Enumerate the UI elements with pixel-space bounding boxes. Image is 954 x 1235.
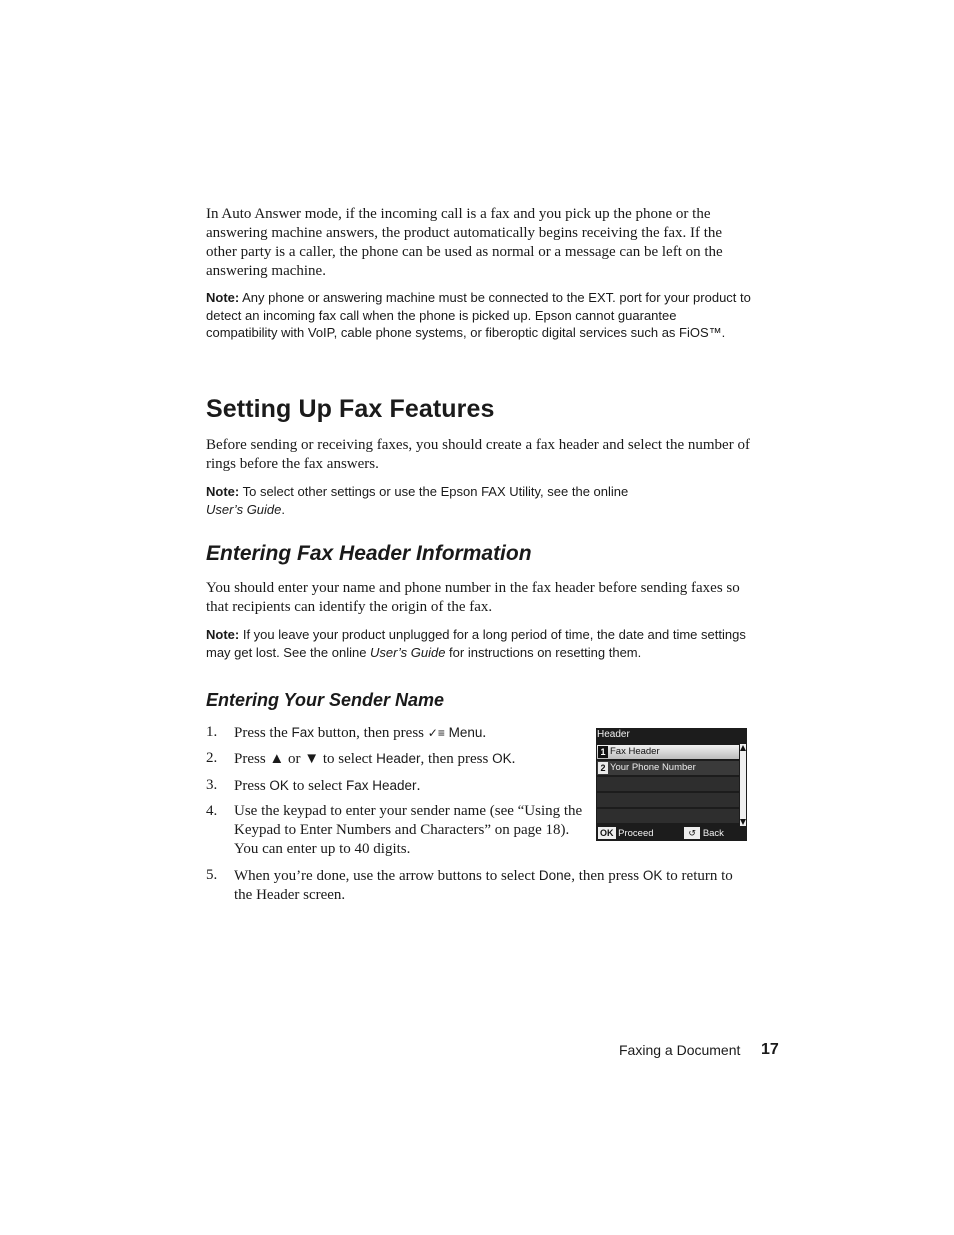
note-text: If you leave your product unplugged for a long period of time, the date and time settings may get lost. See the online bbox=[206, 627, 746, 660]
step-text: , then press bbox=[420, 751, 493, 767]
note-ext-port bbox=[206, 289, 751, 342]
ok-button-label: OK bbox=[269, 778, 289, 793]
note-label: Note: bbox=[206, 290, 240, 305]
step-number: 5. bbox=[206, 867, 218, 883]
lcd-item-phone-number bbox=[597, 761, 739, 775]
lcd-item-index: 1 bbox=[598, 746, 608, 758]
menu-icon: ✓≡ bbox=[427, 726, 445, 740]
note-text: Any phone or answering machine must be connected to the bbox=[239, 290, 589, 305]
lcd-empty-row bbox=[597, 777, 739, 791]
step-text: When you’re done, use the arrow buttons to select bbox=[234, 868, 539, 884]
lcd-item-index: 2 bbox=[598, 762, 608, 774]
users-guide-ref: User’s Guide bbox=[206, 501, 282, 517]
done-option-label: Done bbox=[538, 868, 572, 883]
step-text: Keypad to Enter Numbers and Characters” on page 18). bbox=[234, 822, 570, 838]
note-text-cont: port for your product to detect an incoming fax call when the phone is picked up. Epson cannot guarantee compatibility with VoIP, cable phone systems, or fiberoptic digital services such as FiOS™. bbox=[206, 290, 751, 340]
footer-section-name: Faxing a Document bbox=[619, 1042, 741, 1058]
ext-port-label: EXT. bbox=[588, 290, 616, 305]
note-label: Note: bbox=[206, 484, 240, 499]
note-text: To select other settings or use the Epson FAX Utility, see the online bbox=[239, 484, 629, 499]
lcd-back-label: Back bbox=[702, 828, 724, 839]
lcd-empty-row bbox=[597, 809, 739, 823]
menu-button-label: Menu bbox=[448, 725, 483, 740]
header-menu-label: Header bbox=[376, 751, 421, 766]
lcd-item-label: Your Phone Number bbox=[610, 762, 696, 773]
scroll-down-icon bbox=[740, 819, 746, 825]
step-text: Use the keypad to enter your sender name (see “Using the bbox=[234, 803, 583, 819]
step-text: the Header screen. bbox=[234, 887, 346, 903]
step-text: . bbox=[482, 725, 487, 741]
step-number: 3. bbox=[206, 777, 218, 793]
step-number: 2. bbox=[206, 750, 218, 766]
lcd-item-fax-header bbox=[597, 745, 739, 759]
note-unplugged bbox=[206, 626, 751, 661]
section2-body: You should enter your name and phone number in the fax header before sending faxes so that recipients can identify the origin of the fax. bbox=[206, 580, 740, 615]
page-number: 17 bbox=[761, 1041, 779, 1058]
lcd-scrollbar bbox=[740, 744, 746, 826]
section-title-setting-up-fax: Setting Up Fax Features bbox=[206, 395, 495, 423]
note-label: Note: bbox=[206, 627, 240, 642]
section1-body: Before sending or receiving faxes, you should create a fax header and select the number of rings before the fax answers. bbox=[206, 437, 750, 472]
step-text: . bbox=[511, 751, 516, 767]
note-end: . bbox=[281, 501, 286, 517]
note-fax-utility bbox=[206, 483, 751, 518]
step-text: button, then press bbox=[314, 725, 428, 741]
note-end: for instructions on resetting them. bbox=[445, 644, 642, 660]
back-icon: ↺ bbox=[684, 827, 700, 839]
step-number: 4. bbox=[206, 803, 218, 819]
lcd-ok-badge: OK bbox=[600, 828, 614, 839]
step-text: . bbox=[416, 778, 421, 794]
lcd-footer bbox=[596, 827, 747, 841]
step-text: Press bbox=[234, 778, 270, 794]
scroll-up-icon bbox=[740, 745, 746, 751]
users-guide-ref: User’s Guide bbox=[370, 644, 446, 660]
step-text: Press ▲ or ▼ to select bbox=[234, 751, 377, 767]
section-title-sender-name: Entering Your Sender Name bbox=[206, 690, 445, 710]
step-text: to return to bbox=[662, 868, 733, 884]
lcd-title: Header bbox=[597, 729, 630, 740]
ok-button-label: OK bbox=[492, 751, 512, 766]
lcd-proceed-label: Proceed bbox=[618, 828, 654, 839]
step-text: , then press bbox=[571, 868, 643, 884]
lcd-header-screen bbox=[596, 728, 747, 841]
step-text: Press the bbox=[234, 725, 292, 741]
step-text: to select bbox=[288, 778, 347, 794]
intro-paragraph: In Auto Answer mode, if the incoming call is a fax and you pick up the phone or the answering machine answers, the product automatically begins receiving the fax. If the other party is a caller, the phone can be used as normal or a message can be left on the answering machine. bbox=[206, 206, 723, 279]
fax-button-label: Fax bbox=[291, 725, 315, 740]
ok-button-label: OK bbox=[642, 868, 663, 883]
lcd-item-label: Fax Header bbox=[610, 746, 660, 757]
section-title-fax-header: Entering Fax Header Information bbox=[206, 542, 532, 565]
fax-header-menu-label: Fax Header bbox=[346, 778, 417, 793]
step-text: You can enter up to 40 digits. bbox=[234, 841, 411, 857]
lcd-empty-row bbox=[597, 793, 739, 807]
step-number: 1. bbox=[206, 724, 218, 740]
